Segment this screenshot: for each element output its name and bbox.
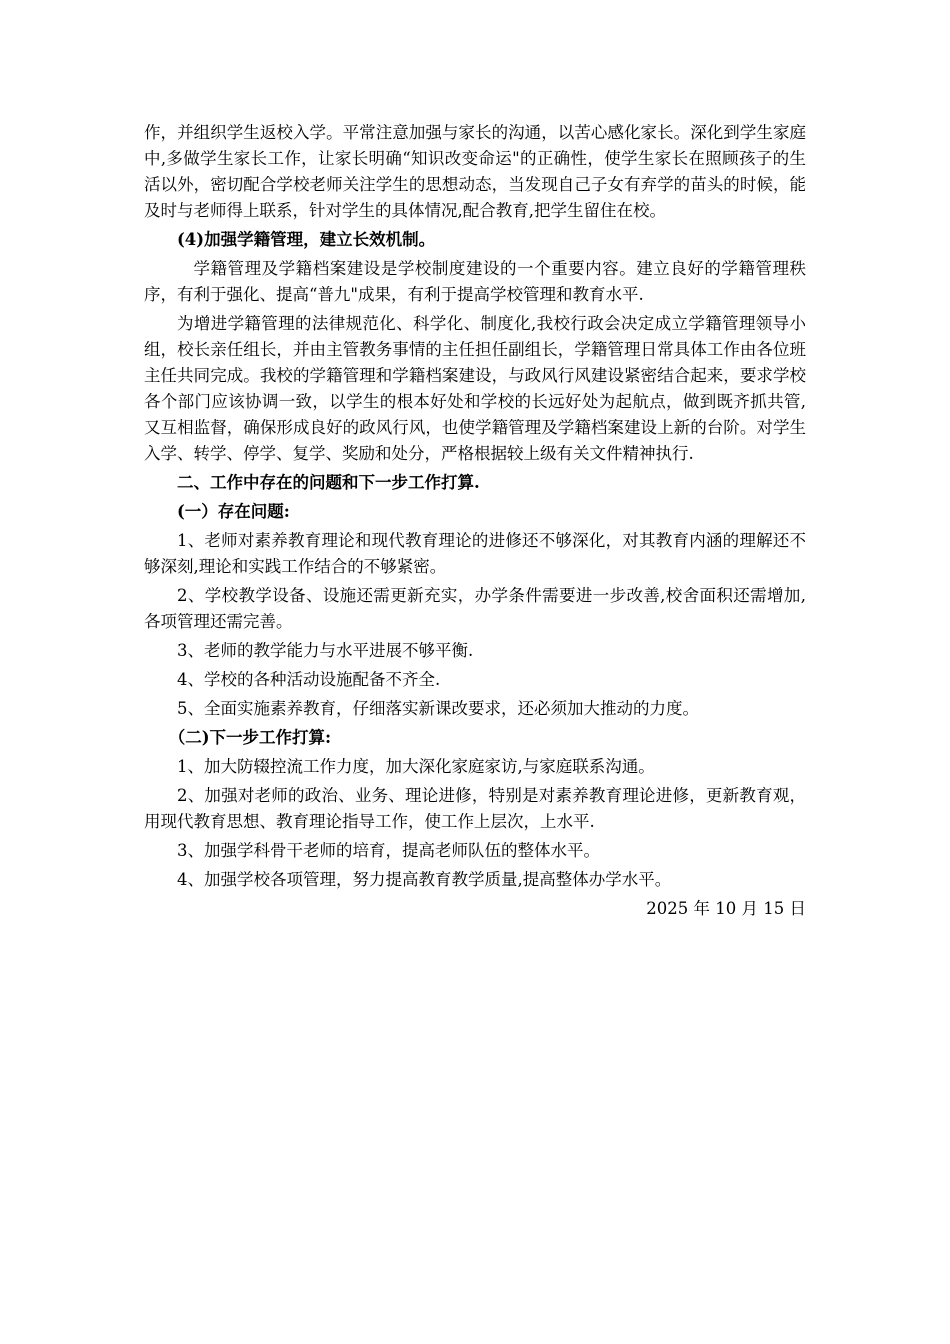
problem-item: 2、学校教学设备、设施还需更新充实，办学条件需要进一步改善,校舍面积还需增加,各项管理还需完善。 bbox=[144, 586, 806, 631]
problem-item: 1、老师对素养教育理论和现代教育理论的进修还不够深化，对其教育内涵的理解还不够深刻,理论和实践工作结合的不够紧密。 bbox=[144, 531, 806, 576]
plan-item: 3、加强学科骨干老师的培育，提高老师队伍的整体水平。 bbox=[177, 841, 600, 860]
problem-item: 5、全面实施素养教育，仔细落实新课改要求，还必须加大推动的力度。 bbox=[177, 699, 699, 718]
paragraph-records: 学籍管理及学籍档案建设是学校制度建设的一个重要内容。建立良好的学籍管理秩序，有利于强化、提高“普九"成果，有利于提高学校管理和教育水平. bbox=[144, 259, 806, 304]
plan-item: 2、加强对老师的政治、业务、理论进修，特别是对素养教育理论进修，更新教育观，用现代教育思想、教育理论指导工作，使工作上层次，上水平. bbox=[144, 786, 806, 831]
subheading-next-plans: （二)下一步工作打算: bbox=[168, 728, 332, 747]
document-date: 2025 年 10 月 15 日 bbox=[646, 899, 806, 918]
heading-student-records: (4)加强学籍管理，建立长效机制。 bbox=[177, 230, 436, 249]
paragraph-leadership-group: 为增进学籍管理的法律规范化、科学化、制度化,我校行政会决定成立学籍管理领导小组，校长亲任组长，并由主管教务事情的主任担任副组长，学籍管理日常具体工作由各位班主任共同完成。我校的学籍管理和学籍档案建设，与政风行风建设紧密结合起来，要求学校各个部门应该协调一致，以学生的根本好处和学校的长远好处为起航点，做到既齐抓共管,又互相监督，确保形成良好的政风行风，也使学籍管理及学籍档案建设上新的台阶。对学生入学、转学、停学、复学、奖励和处分，严格根据较上级有关文件精神执行. bbox=[144, 314, 806, 463]
paragraph-continued: 作，并组织学生返校入学。平常注意加强与家长的沟通，以苦心感化家长。深化到学生家庭中,多做学生家长工作，让家长明确“知识改变命运"的正确性，使学生家长在照顾孩子的生活以外，密切配合学校老师关注学生的思想动态，当发现自己子女有弃学的苗头的时候，能及时与老师得上联系，针对学生的具体情况,配合教育,把学生留住在校。 bbox=[144, 123, 806, 220]
document-page bbox=[144, 120, 806, 922]
section-heading-problems-and-plans: 二、工作中存在的问题和下一步工作打算. bbox=[177, 473, 480, 492]
plan-item: 1、加大防辍控流工作力度，加大深化家庭家访,与家庭联系沟通。 bbox=[177, 757, 655, 776]
plan-item: 4、加强学校各项管理，努力提高教育教学质量,提高整体办学水平。 bbox=[177, 870, 672, 889]
problem-item: 4、学校的各种活动设施配备不齐全. bbox=[177, 670, 441, 689]
subheading-problems: (一）存在问题: bbox=[177, 502, 290, 521]
problem-item: 3、老师的教学能力与水平进展不够平衡. bbox=[177, 641, 474, 660]
